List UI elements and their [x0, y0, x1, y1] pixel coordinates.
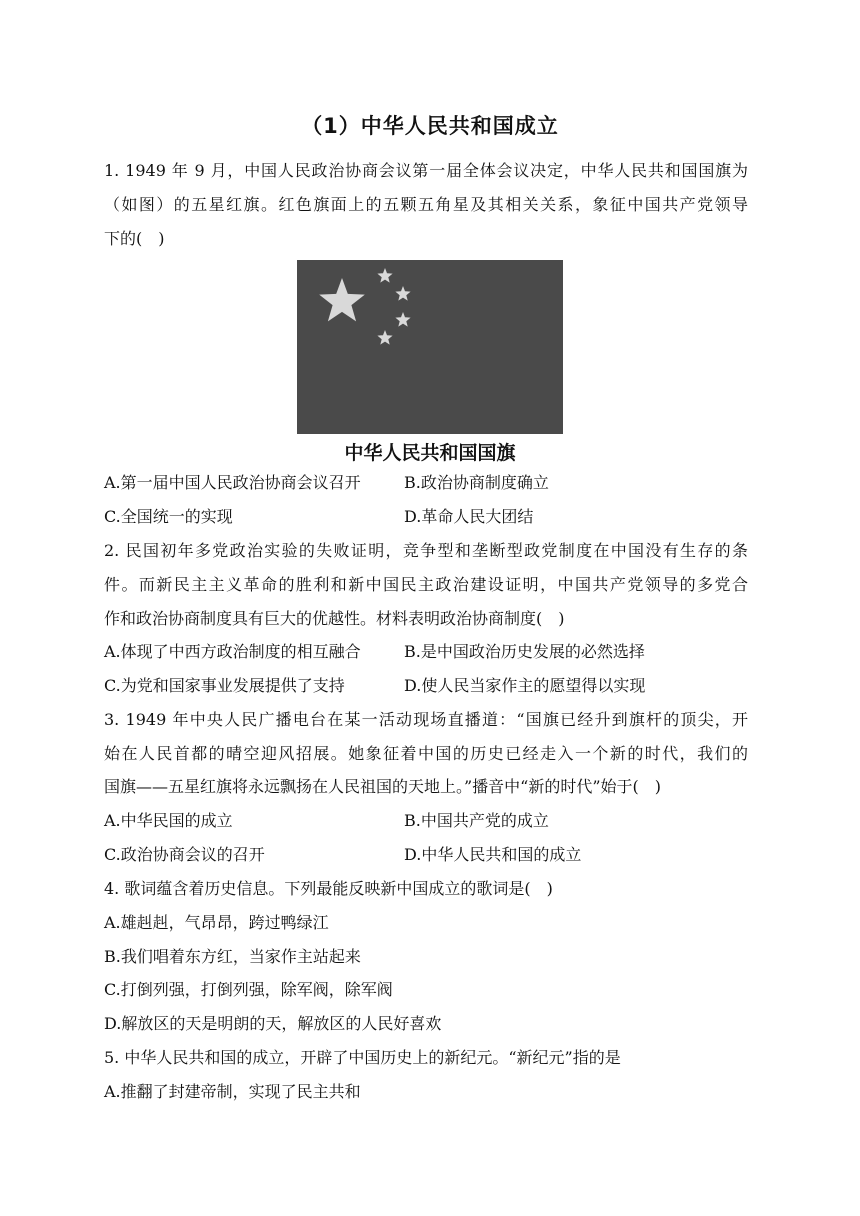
- q4-option-a: A.雄赳赳，气昂昂，跨过鸭绿江: [104, 913, 329, 932]
- q3-option-b: B.中国共产党的成立: [404, 811, 549, 830]
- q1-stem-line3: 下的( ): [104, 229, 165, 248]
- flag-caption: 中华人民共和国国旗: [344, 442, 516, 464]
- q1-stem-line2: （如图）的五星红旗。红色旗面上的五颗五角星及其相关关系，象征中国共产党领导: [104, 195, 748, 214]
- q2-option-d: D.使人民当家作主的愿望得以实现: [404, 676, 646, 695]
- q3-stem-line3: 国旗——五星红旗将永远飘扬在人民祖国的天地上。”播音中“新的时代”始于( ): [104, 777, 662, 796]
- q3-stem-line2: 始在人民首都的晴空迎风招展。她象征着中国的历史已经走入一个新的时代，我们的: [104, 744, 748, 763]
- q2-stem-line1: 2. 民国初年多党政治实验的失败证明，竞争型和垄断型政党制度在中国没有生存的条: [104, 541, 748, 560]
- q2-option-c: C.为党和国家事业发展提供了支持: [104, 676, 345, 695]
- q4-option-d: D.解放区的天是明朗的天，解放区的人民好喜欢: [104, 1014, 442, 1033]
- five-star-flag-icon: [297, 260, 563, 434]
- q1-option-a: A.第一届中国人民政治协商会议召开: [104, 473, 361, 492]
- q3-option-a: A.中华民国的成立: [104, 811, 233, 830]
- q1-stem-line1: 1. 1949 年 9 月，中国人民政治协商会议第一届全体会议决定，中华人民共和国国旗为: [104, 161, 748, 180]
- q2-option-a: A.体现了中西方政治制度的相互融合: [104, 642, 361, 661]
- q3-stem-line1: 3. 1949 年中央人民广播电台在某一活动现场直播道：“国旗已经升到旗杆的顶尖，开: [104, 710, 748, 729]
- q1-option-b: B.政治协商制度确立: [404, 473, 549, 492]
- q5-stem-line1: 5. 中华人民共和国的成立，开辟了中国历史上的新纪元。“新纪元”指的是: [104, 1048, 621, 1067]
- page-title: （1）中华人民共和国成立: [301, 114, 559, 138]
- q2-stem-line2: 件。而新民主主义革命的胜利和新中国民主政治建设证明，中国共产党领导的多党合: [104, 575, 748, 594]
- q4-stem-line1: 4. 歌词蕴含着历史信息。下列最能反映新中国成立的歌词是( ): [104, 879, 553, 898]
- q4-option-c: C.打倒列强，打倒列强，除军阀，除军阀: [104, 980, 393, 999]
- q1-option-c: C.全国统一的实现: [104, 507, 233, 526]
- q3-option-c: C.政治协商会议的召开: [104, 845, 265, 864]
- q2-stem-line3: 作和政治协商制度具有巨大的优越性。材料表明政治协商制度( ): [104, 609, 565, 628]
- flag-image: [297, 260, 563, 434]
- q2-option-b: B.是中国政治历史发展的必然选择: [404, 642, 645, 661]
- q3-option-d: D.中华人民共和国的成立: [404, 845, 582, 864]
- q1-option-d: D.革命人民大团结: [404, 507, 534, 526]
- q5-option-a: A.推翻了封建帝制，实现了民主共和: [104, 1082, 361, 1101]
- q4-option-b: B.我们唱着东方红，当家作主站起来: [104, 947, 361, 966]
